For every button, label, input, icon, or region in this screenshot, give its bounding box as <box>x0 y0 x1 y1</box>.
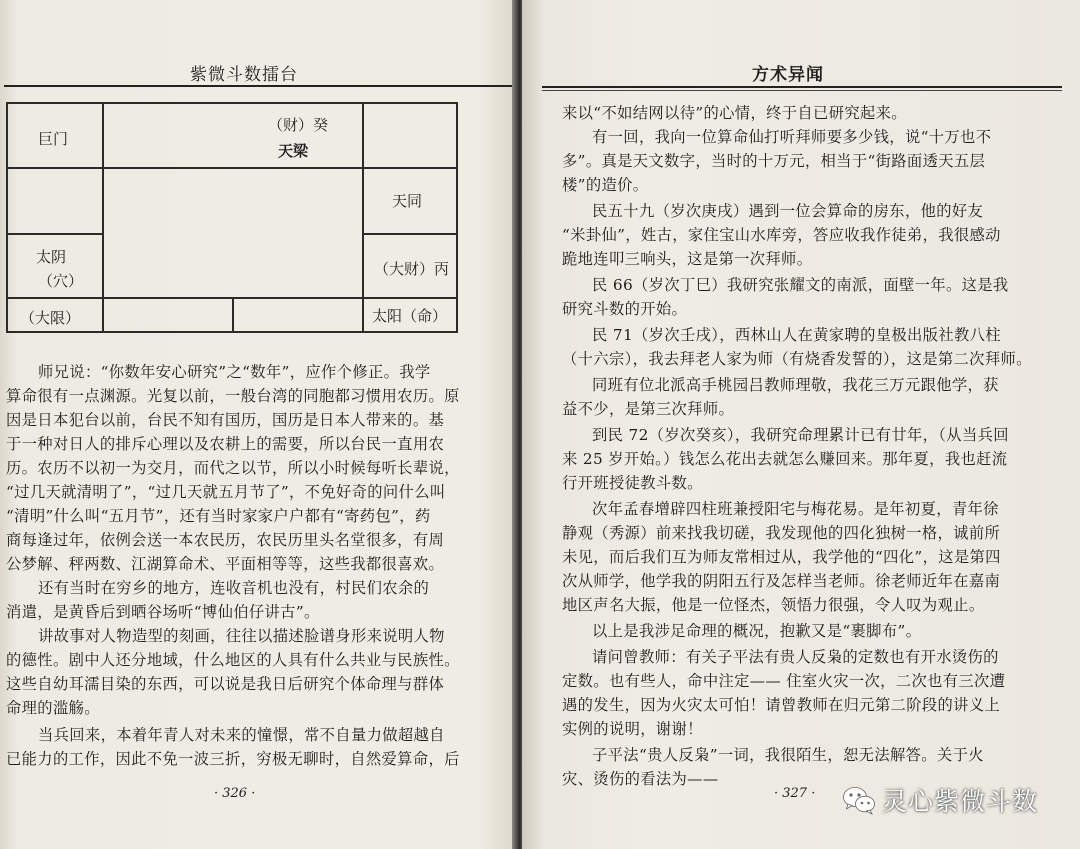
text-line: 因是日本犯台以前，台民不知有国历，国历是日本人带来的。基 <box>6 411 445 429</box>
text-line: 子平法“贵人反枭”一词，我很陌生，恕无法解答。关于火 <box>592 746 984 764</box>
text-line: 未见，而后我们互为师友常相过从，我学他的“四化”，这是第四 <box>562 548 1001 566</box>
text-line: 消遣，是黄昏后到晒谷场听“博仙伯仔讲古”。 <box>6 603 320 621</box>
text-line: 静观（秀源）前来找我切磋，我发现他的四化独树一格，诚前所 <box>562 524 1001 542</box>
text-line: “米卦仙”，姓古，家住宝山水库旁，答应收我作徒弟，我很感动 <box>562 226 1001 244</box>
grid-line <box>6 233 103 235</box>
text-line: 行开班授徒教斗数。 <box>562 474 703 492</box>
text-line: 有一回，我向一位算命仙打听拜师要多少钱，说“十万也不 <box>592 128 992 146</box>
text-line: 地区声名大振，他是一位怪杰，领悟力很强，令人叹为观止。 <box>562 596 985 614</box>
text-line: 多”。真是天文数字，当时的十万元，相当于“街路面透天五层 <box>562 152 986 170</box>
text-line: 实例的说明，谢谢！ <box>562 720 703 738</box>
grid-line <box>232 297 234 333</box>
text-line: 民 66（岁次丁巳）我研究张耀文的南派，面壁一年。这是我 <box>592 276 1009 294</box>
wechat-icon <box>842 785 876 815</box>
text-line: 师兄说：“你数年安心研究”之“数年”，应作个修正。我学 <box>38 363 431 381</box>
chart-cell-top-left: 巨门 <box>38 130 69 148</box>
page-number: · 326 · <box>214 786 256 801</box>
chart-cell-left-mid-line2: （穴） <box>38 272 84 290</box>
chart-cell-bottom-right: 太阳（命） <box>372 307 448 325</box>
text-line: 民 71（岁次壬戌），西林山人在黄家聘的皇极出版社教八柱 <box>592 326 1001 344</box>
text-line: 还有当时在穷乡的地方，连收音机也没有，村民们农余的 <box>38 579 430 597</box>
text-line: 次从师学，他学我的阴阳五行及怎样当老师。徐老师近年在嘉南 <box>562 572 1001 590</box>
page-number: · 327 · <box>774 786 816 801</box>
text-line: 定数。也有些人，命中注定—— 住室火灾一次，二次也有三次遭 <box>562 672 1006 690</box>
chart-cell-left-mid-line1: 太阴 <box>36 248 67 266</box>
text-line: 公梦解、秤两数、江湖算命术、平面相等等，这些我都很喜欢。 <box>6 555 445 573</box>
grid-line <box>6 297 458 299</box>
right-running-header: 方术异闻 <box>752 65 824 85</box>
text-line: 当兵回来，本着年青人对未来的憧憬，常不自量力做超越自 <box>38 726 445 744</box>
text-line: 已能力的工作，因此不免一波三折，穷极无聊时，自然爱算命，后 <box>6 750 460 768</box>
text-line: 商每逢过年，依例会送一本农民历，农民历里头名堂很多，有周 <box>6 531 445 549</box>
text-line: 算命很有一点渊源。光复以前，一般台湾的同胞都习惯用农历。原 <box>6 387 460 405</box>
text-line: 研究斗数的开始。 <box>562 300 688 318</box>
text-line: 同班有位北派高手桃园吕教师理敬，我花三万元跟他学，获 <box>592 376 999 394</box>
right-header-rule <box>542 86 1062 88</box>
text-line: 来 25 岁开始。）钱怎么花出去就怎么赚回来。那年夏，我也赶流 <box>562 450 1008 468</box>
text-line: “过几天就清明了”，“过几天就五月节了”，不免好奇的问什么叫 <box>6 483 446 501</box>
text-line: 次年孟春增辟四柱班兼授阳宅与梅花易。是年初夏，青年徐 <box>592 500 999 518</box>
chart-cell-right-upper: 天同 <box>392 192 423 210</box>
watermark-text: 灵心紫微斗数 <box>882 787 1039 816</box>
watermark <box>842 782 1038 818</box>
text-line: 跪地连叩三响头，这是第一次拜师。 <box>562 250 813 268</box>
text-line: “清明”什么叫“五月节”，还有当时家家户户都有“寄药包”，药 <box>6 507 431 525</box>
left-header-rule <box>4 85 512 87</box>
right-header-rule-thin <box>542 90 1062 91</box>
text-line: 以上是我涉足命理的概况，抱歉又是“裹脚布”。 <box>592 622 922 640</box>
grid-line <box>362 233 458 235</box>
text-line: 遇的发生，因为火灾太可怕！请曾教师在归元第二阶段的讲义上 <box>562 696 1001 714</box>
text-line: 灾、烫伤的看法为—— <box>562 770 719 788</box>
text-line: （十六宗），我去拜老人家为师（有烧香发誓的），这是第二次拜师。 <box>562 350 1032 368</box>
chart-grid <box>6 102 458 333</box>
chart-cell-top-mid-line1: （财）癸 <box>268 116 329 134</box>
chart-cell-bottom-left: （大限） <box>20 309 81 327</box>
text-line: 的德性。剧中人还分地域，什么地区的人具有什么共业与民族性。 <box>6 651 460 669</box>
chart-cell-right-mid: （大财）丙 <box>374 260 450 278</box>
text-line: 请问曾教师：有关子平法有贵人反枭的定数也有开水烫伤的 <box>592 648 999 666</box>
text-line: 于一种对日人的排斥心理以及农耕上的需要，所以台民一直用农 <box>6 435 445 453</box>
chart-cell-top-mid-line2: 天梁 <box>278 142 309 160</box>
text-line: 到民 72（岁次癸亥），我研究命理累计已有廿年，（从当兵回 <box>592 426 1009 444</box>
text-line: 这些自幼耳濡目染的东西，可以说是我日后研究个体命理与群体 <box>6 675 445 693</box>
text-line: 益不少，是第三次拜师。 <box>562 400 735 418</box>
grid-line <box>6 102 458 104</box>
text-line: 讲故事对人物造型的刻画，往往以描述脸谱身形来说明人物 <box>38 627 445 645</box>
text-line: 民五十九（岁次庚戌）遇到一位会算命的房东，他的好友 <box>592 202 984 220</box>
text-line: 楼”的造价。 <box>562 176 649 194</box>
text-line: 历。农历不以初一为交月，而代之以节，所以小时候每听长辈说， <box>6 459 460 477</box>
grid-line <box>6 167 458 169</box>
left-running-header: 紫微斗数擂台 <box>190 65 298 85</box>
text-line: 命理的滥觞。 <box>6 699 100 717</box>
left-page <box>0 0 518 849</box>
text-line: 来以“不如结网以待”的心情，终于自已研究起来。 <box>562 104 907 122</box>
